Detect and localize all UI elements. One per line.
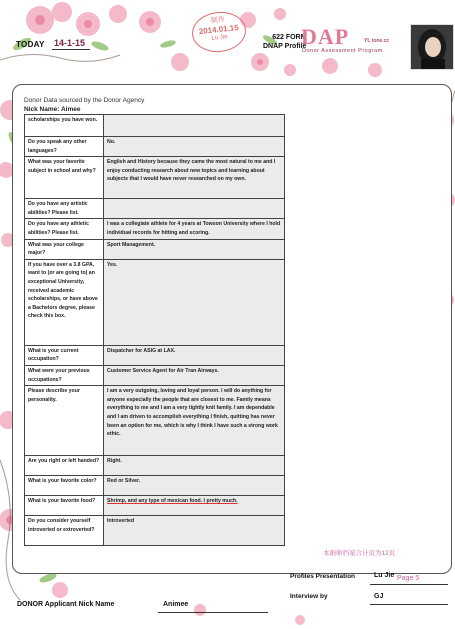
- answer-cell: Yes.: [104, 259, 285, 345]
- table-row: [25, 239, 285, 259]
- table-row: [25, 386, 285, 456]
- question-cell: What is your favorite color?: [25, 476, 104, 496]
- table-row: [25, 345, 285, 365]
- answer-cell: Shrimp, and any type of mexican food. I pretty much.: [104, 496, 285, 516]
- total-pages-note: 本捐卵档案合计页为12页: [323, 550, 396, 557]
- source-line: Donor Data sourced by the Donor Agency: [24, 97, 145, 104]
- table-row: [25, 259, 285, 345]
- answer-cell: Customer Service Agent for Air Tran Airways.: [104, 365, 285, 385]
- card-header: [24, 96, 144, 114]
- table-row: [25, 476, 285, 496]
- page-number: Page 5: [397, 575, 420, 582]
- dap-logo: DAP: [301, 24, 350, 49]
- today-underline: [52, 49, 90, 50]
- question-cell: What is your favorite food?: [25, 496, 104, 516]
- form-profile-name: DNAP Profile: [263, 43, 307, 50]
- answer-cell: Right.: [104, 456, 285, 476]
- answer-cell: Introverted: [104, 516, 285, 546]
- answer-cell: English and History because they came the most natural to me and I enjoy conducting research about new topics and learning about subjects that I would have never researched on my own.: [104, 157, 285, 199]
- answer-cell: I am a very outgoing, loving and loyal person. I will do anything for anyone especially the people that are closest to me. Family means everything to me and I am a very tightly knit family. I am dependable and I am driven to accomplish everything I finish, quitting has never been an option for me, which is why I think I have such a strong work ethic.: [104, 386, 285, 456]
- question-cell: Do you speak any other languages?: [25, 137, 104, 157]
- table-row: [25, 496, 285, 516]
- question-cell: Do you consider yourself introverted or extroverted?: [25, 516, 104, 546]
- table-row: [25, 115, 285, 137]
- donor-nickname-value: Animee: [163, 601, 189, 608]
- table-row: [25, 219, 285, 239]
- answer-cell: Dispatcher for ASIG at LAX.: [104, 345, 285, 365]
- production-stamp: [190, 9, 248, 54]
- questionnaire-table: [24, 114, 285, 546]
- donor-nickname-underline: [158, 612, 268, 613]
- interview-underline: [370, 604, 448, 605]
- stamp-label: 制作: [210, 16, 226, 25]
- question-cell: What was your favorite subject in school and why?: [25, 157, 104, 199]
- page-header: [0, 0, 455, 92]
- answer-cell: Red or Silver.: [104, 476, 285, 496]
- today-date: 14-1-15: [54, 38, 86, 48]
- question-cell: Do you have any athletic abilities? Please list.: [25, 219, 104, 239]
- answer-cell: No.: [104, 137, 285, 157]
- presentation-value: Lu Jie: [374, 572, 395, 579]
- form-number: 622 FORM: [272, 34, 307, 41]
- form-title: [263, 33, 306, 51]
- nick-name-line: Nick Name: Aimee: [24, 106, 81, 113]
- answer-cell: Sport Management.: [104, 239, 285, 259]
- question-cell: What were your previous occupations?: [25, 365, 104, 385]
- answer-cell: [104, 115, 285, 137]
- answer-cell: [104, 199, 285, 219]
- stamp-name: Lu Jie: [211, 34, 228, 42]
- profile-photo: [410, 24, 454, 70]
- interview-value: GJ: [374, 593, 384, 600]
- table-row: [25, 516, 285, 546]
- table-row: [25, 365, 285, 385]
- question-cell: Please describe your personality.: [25, 386, 104, 456]
- table-row: [25, 456, 285, 476]
- table-row: [25, 199, 285, 219]
- dap-logo-superscript: YL tone.cc: [364, 38, 390, 44]
- question-cell: If you have over a 3.8 GPA, want to (or are going to) an exceptional University, received academic scholarships, or have above a Bachelors degree, please check this box.: [25, 259, 104, 345]
- presentation-label: Profiles Presentation: [290, 573, 356, 580]
- presentation-underline: [370, 584, 448, 585]
- donor-nickname-label: DONOR Applicant Nick Name: [17, 601, 115, 608]
- table-row: [25, 137, 285, 157]
- dap-logo-caption: Donor Assessment Program: [302, 48, 383, 54]
- today-label: TODAY: [16, 40, 45, 49]
- question-cell: scholarships you have won.: [25, 115, 104, 137]
- question-cell-highlighted: What is your current occupation?: [25, 345, 104, 365]
- question-cell: What was your college major?: [25, 239, 104, 259]
- stamp-date: 2014.01.15: [198, 22, 240, 37]
- table-row: [25, 157, 285, 199]
- question-cell: Are you right or left handed?: [25, 456, 104, 476]
- interview-label: Interview by: [290, 593, 328, 600]
- question-cell: Do you have any artistic abilities? Please list.: [25, 199, 104, 219]
- answer-cell: I was a collegiate athlete for 4 years at Towson University where I hold individual records for hitting and scoring.: [104, 219, 285, 239]
